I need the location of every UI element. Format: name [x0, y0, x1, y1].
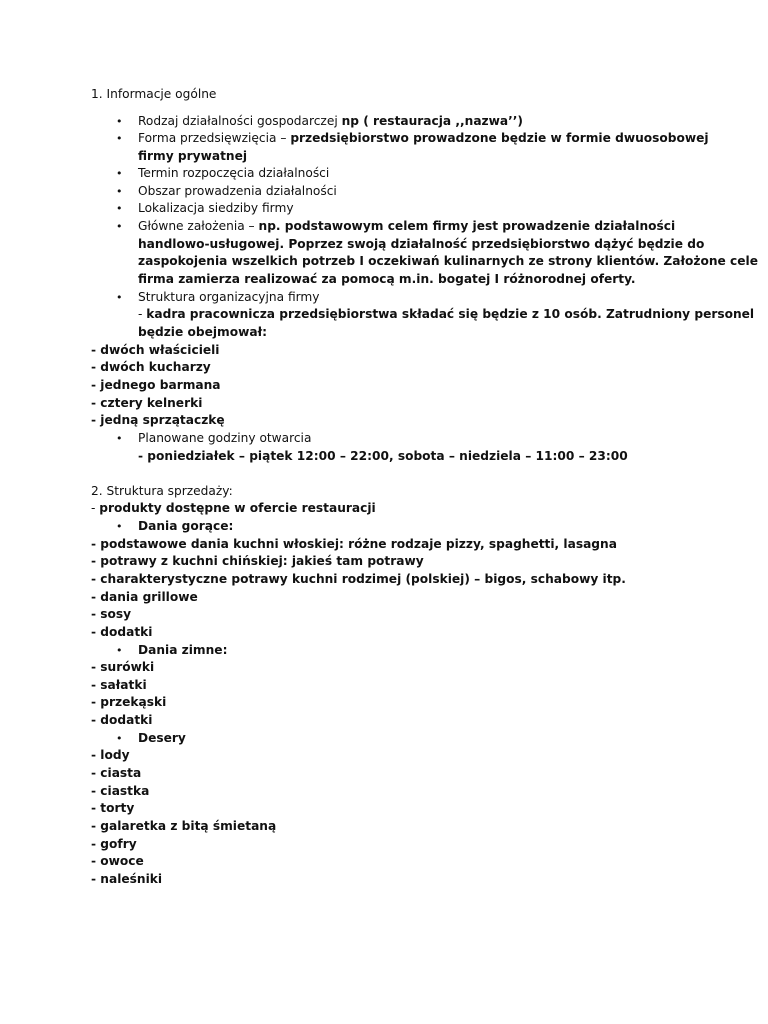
menu-item: - owoce [91, 854, 144, 868]
intro-text: produkty dostępne w ofercie restauracji [99, 501, 376, 515]
staff-item: - cztery kelnerki [91, 396, 203, 410]
menu-item: - ciasta [91, 766, 142, 780]
category-desserts: Desery [138, 731, 186, 745]
item-label: Główne założenia – [138, 219, 259, 233]
opening-hours: - poniedziałek – piątek 12:00 – 22:00, sobota – niedziela – 11:00 – 23:00 [138, 449, 628, 463]
list-item [138, 218, 675, 235]
menu-item: - galaretka z bitą śmietaną [91, 819, 277, 833]
menu-item: - dodatki [91, 713, 153, 727]
item-continuation: będzie obejmował: [138, 325, 267, 339]
staff-item: - dwóch kucharzy [91, 360, 211, 374]
menu-item: - dania grillowe [91, 590, 198, 604]
section-2-intro [91, 500, 376, 517]
item-continuation [138, 306, 754, 323]
section-2-heading: 2. Struktura sprzedaży: [91, 484, 233, 498]
item-continuation: firmy prywatnej [138, 149, 248, 163]
bullet-icon: • [116, 291, 123, 304]
menu-item: - naleśniki [91, 872, 163, 886]
menu-item: - przekąski [91, 695, 167, 709]
list-item [138, 113, 523, 130]
menu-item: - dodatki [91, 625, 153, 639]
list-item: Termin rozpoczęcia działalności [138, 166, 330, 180]
category-hot-dishes: Dania gorące: [138, 519, 234, 533]
bullet-icon: • [116, 220, 123, 233]
bullet-icon: • [116, 432, 123, 445]
item-value: np. podstawowym celem firmy jest prowadzenie działalności [258, 219, 676, 233]
list-item: Lokalizacja siedziby firmy [138, 201, 294, 215]
list-item [138, 130, 709, 147]
item-continuation: zaspokojenia wszelkich potrzeb I oczekiwań kulinarnych ze strony klientów. Założone cele [138, 254, 758, 268]
item-value: przedsiębiorstwo prowadzone będzie w formie dwuosobowej [290, 131, 709, 145]
item-label: Rodzaj działalności gospodarczej [138, 114, 342, 128]
bullet-icon: • [116, 132, 123, 145]
bullet-icon: • [116, 202, 123, 215]
menu-item: - ciastka [91, 784, 150, 798]
list-item: Struktura organizacyjna firmy [138, 290, 320, 304]
menu-item: - gofry [91, 837, 137, 851]
item-label: Forma przedsięwzięcia – [138, 131, 291, 145]
bullet-icon: • [116, 185, 123, 198]
item-value: kadra pracownicza przedsiębiorstwa składać się będzie z 10 osób. Zatrudniony personel [146, 307, 755, 321]
menu-item: - lody [91, 748, 130, 762]
menu-item: - sałatki [91, 678, 147, 692]
category-cold-dishes: Dania zimne: [138, 643, 228, 657]
item-continuation: firma zamierza realizować za pomocą m.in. bogatej I różnorodnej oferty. [138, 272, 636, 286]
menu-item: - podstawowe dania kuchni włoskiej: różne rodzaje pizzy, spaghetti, lasagna [91, 537, 617, 551]
list-item: Planowane godziny otwarcia [138, 431, 312, 445]
list-item: Obszar prowadzenia działalności [138, 184, 337, 198]
dash-prefix: - [91, 501, 100, 515]
section-1-heading: 1. Informacje ogólne [91, 87, 217, 101]
staff-item: - jednego barmana [91, 378, 221, 392]
menu-item: - surówki [91, 660, 155, 674]
bullet-icon: • [116, 732, 123, 745]
menu-item: - torty [91, 801, 135, 815]
item-continuation: handlowo-usługowej. Poprzez swoją działalność przedsiębiorstwo dążyć będzie do [138, 237, 705, 251]
menu-item: - charakterystyczne potrawy kuchni rodzimej (polskiej) – bigos, schabowy itp. [91, 572, 626, 586]
staff-item: - dwóch właścicieli [91, 343, 220, 357]
staff-item: - jedną sprzątaczkę [91, 413, 225, 427]
dash-prefix: - [138, 307, 147, 321]
bullet-icon: • [116, 644, 123, 657]
bullet-icon: • [116, 167, 123, 180]
menu-item: - potrawy z kuchni chińskiej: jakieś tam potrawy [91, 554, 424, 568]
bullet-icon: • [116, 115, 123, 128]
item-value: np ( restauracja ,,nazwa’’) [341, 114, 523, 128]
menu-item: - sosy [91, 607, 132, 621]
bullet-icon: • [116, 520, 123, 533]
